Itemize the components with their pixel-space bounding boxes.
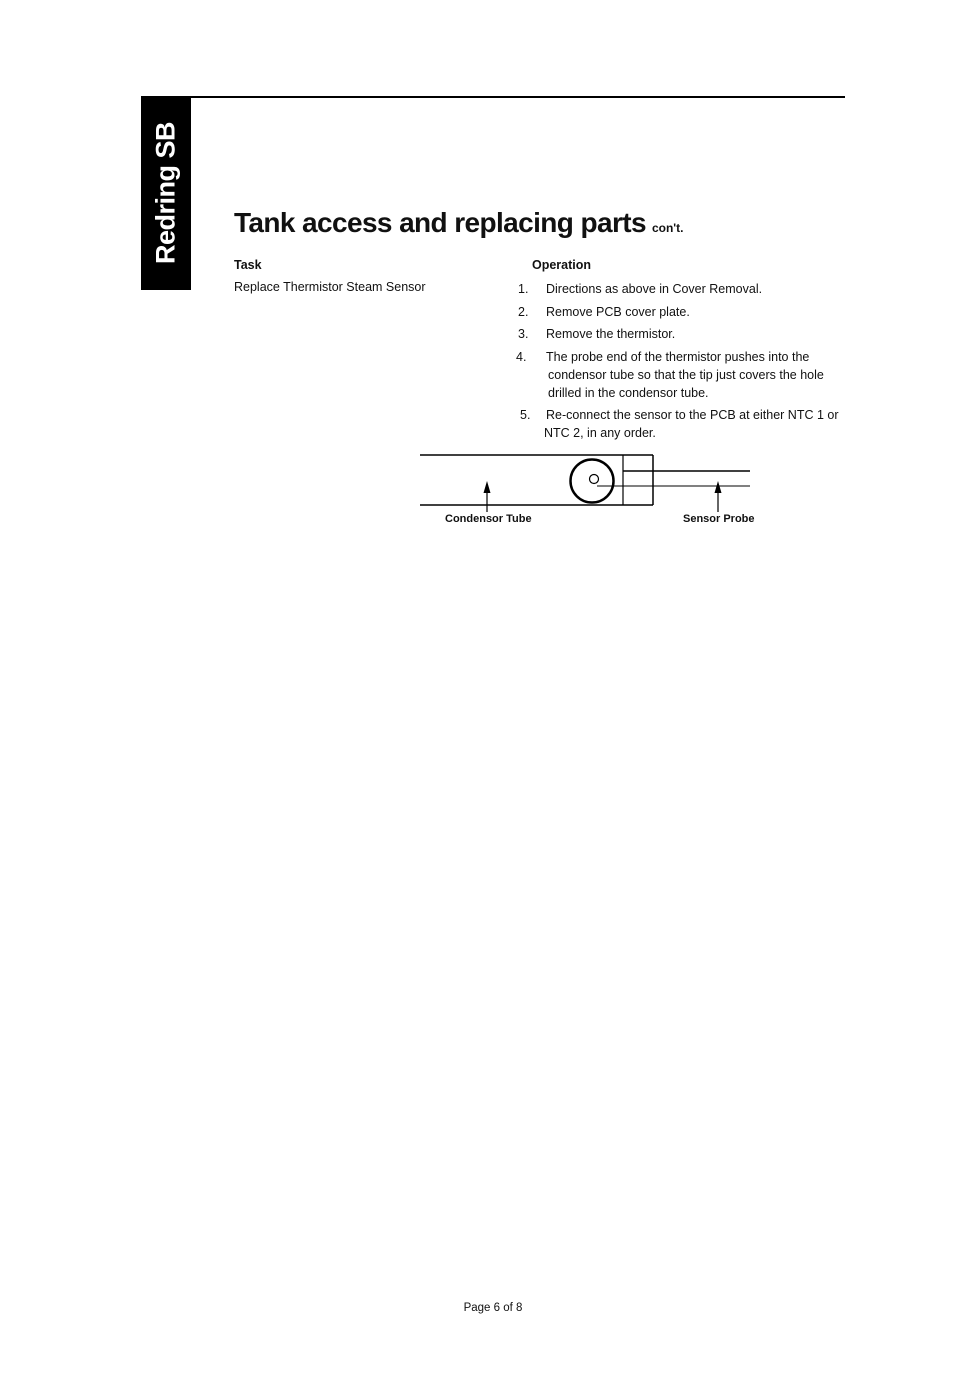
tube-arrow-head	[484, 481, 491, 493]
step-number: 4.	[516, 349, 527, 364]
brand-logo-text: Redring SB	[150, 121, 181, 265]
page-title	[234, 207, 684, 239]
step-item	[520, 406, 847, 442]
step-text: Remove the thermistor.	[546, 327, 676, 341]
operation-column-header: Operation	[532, 258, 592, 272]
page-number: Page 6 of 8	[463, 1302, 523, 1314]
page-title-suffix: con't.	[651, 221, 684, 235]
step-number: 5.	[520, 408, 531, 422]
task-description: Replace Thermistor Steam Sensor	[234, 280, 426, 294]
operation-steps	[516, 280, 847, 447]
step-item	[516, 348, 847, 402]
step-number: 3.	[518, 327, 529, 341]
step-text: Directions as above in Cover Removal.	[546, 282, 763, 296]
label-condensor-tube: Condensor Tube	[445, 513, 532, 525]
step-number: 2.	[518, 304, 529, 319]
probe-arrow-head	[715, 481, 722, 493]
task-column-header: Task	[234, 258, 262, 272]
step-text: Remove PCB cover plate.	[546, 304, 690, 319]
top-rule	[141, 96, 845, 98]
thermistor-diagram	[415, 450, 760, 512]
step-text: Re-connect the sensor to the PCB at either NTC 1 or NTC 2, in any order.	[544, 408, 839, 440]
tube-cross-section-circle	[571, 460, 614, 503]
page-title-text: Tank access and replacing parts	[234, 207, 646, 238]
step-item	[518, 280, 847, 298]
step-number: 1.	[518, 282, 529, 296]
step-text: The probe end of the thermistor pushes into the condensor tube so that the tip just covers the hole drilled in the condensor tube.	[546, 349, 824, 400]
brand-tab	[141, 96, 191, 290]
label-sensor-probe: Sensor Probe	[683, 513, 755, 525]
step-item	[518, 303, 847, 321]
step-item	[518, 325, 847, 343]
sensor-hole-circle	[590, 475, 599, 484]
